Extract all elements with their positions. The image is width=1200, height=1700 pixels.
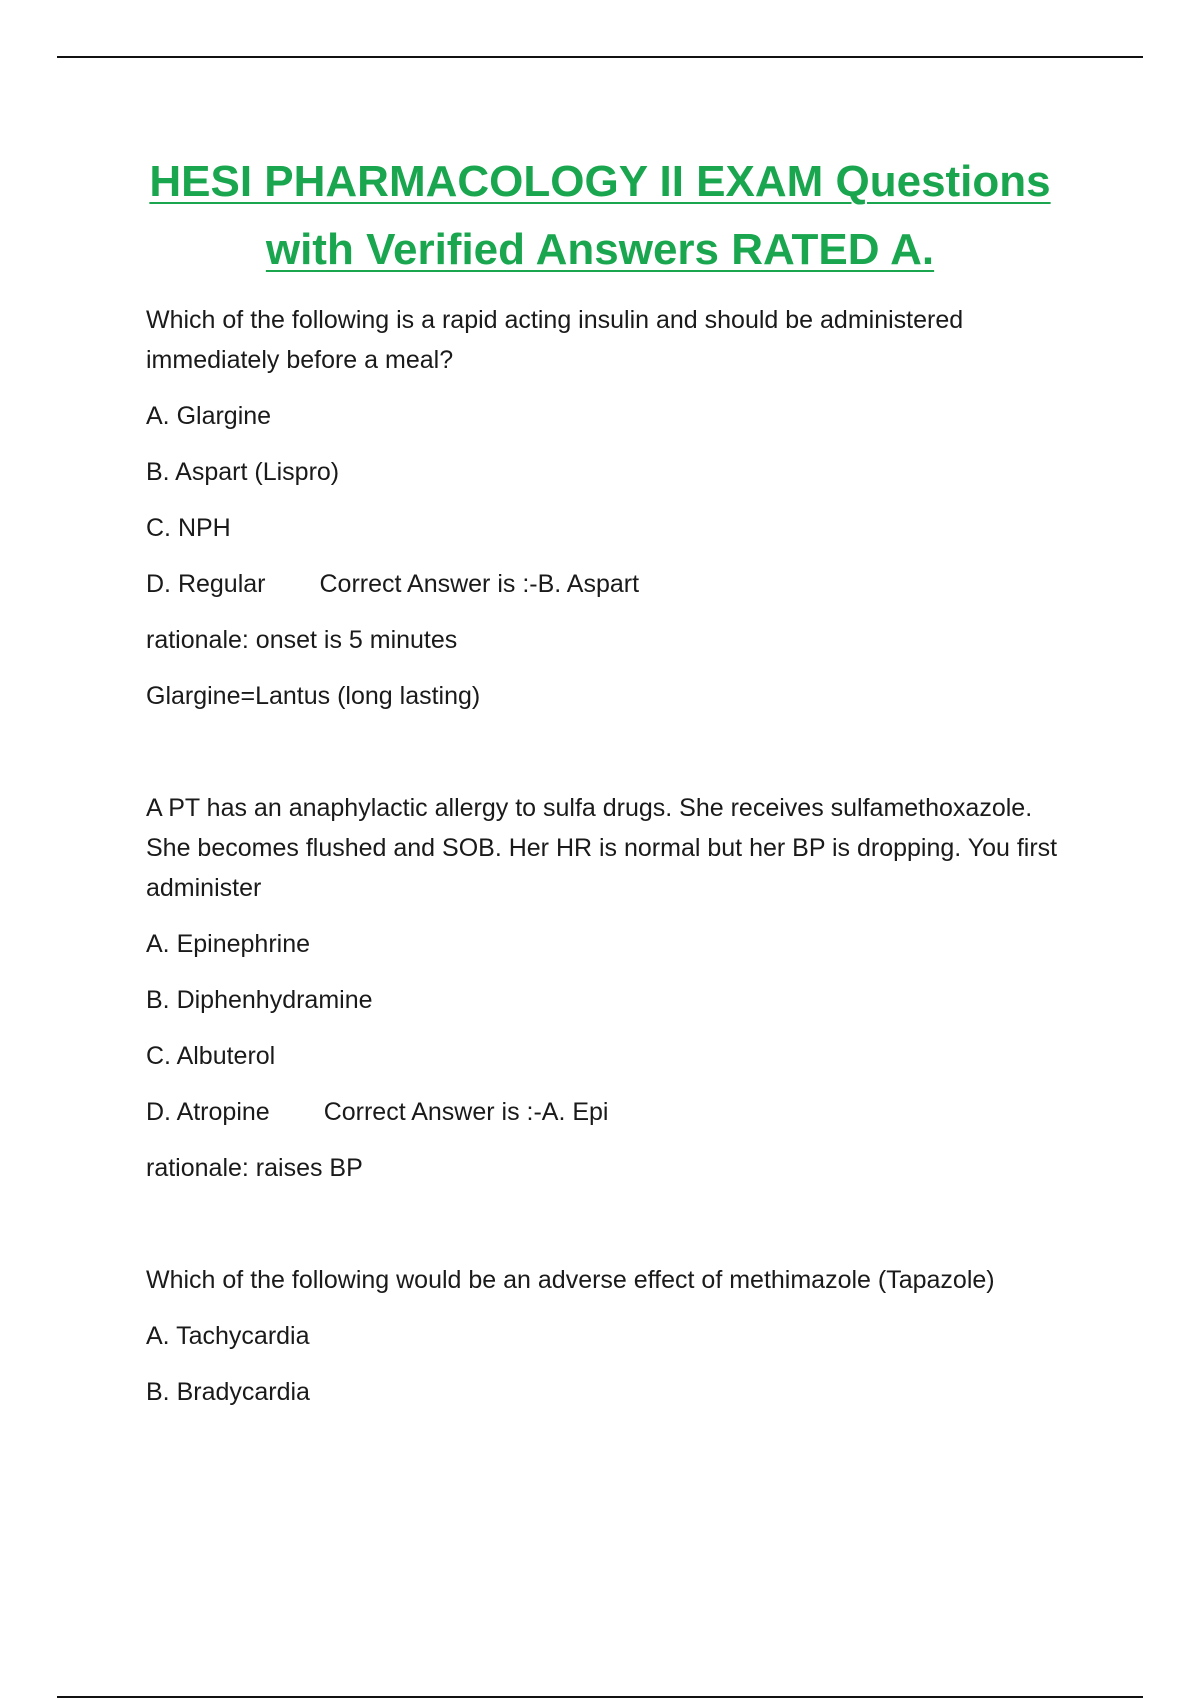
option-c: C. Albuterol: [146, 1042, 276, 1070]
option-b: B. Bradycardia: [146, 1378, 310, 1406]
rationale: rationale: onset is 5 minutes: [146, 626, 458, 654]
top-rule: [57, 56, 1143, 58]
question-stem: A PT has an anaphylactic allergy to sulfa drugs. She receives sulfamethoxazole. She becomes flushed and SOB. Her HR is normal but her BP is dropping. You first administer: [146, 794, 1058, 902]
option-b: B. Diphenhydramine: [146, 986, 373, 1014]
option-c: C. NPH: [146, 514, 231, 542]
correct-answer: Correct Answer is :-A. Epi: [323, 1098, 609, 1126]
question-stem: Which of the following is a rapid acting insulin and should be administered immediately before a meal?: [146, 306, 964, 374]
option-b: B. Aspart (Lispro): [146, 458, 340, 486]
option-d-line: [146, 1092, 1076, 1132]
option-d-line: [146, 564, 1076, 604]
question-block-3: [146, 1260, 1076, 1412]
option-d: D. Atropine: [146, 1098, 270, 1126]
question-block-2: [146, 788, 1076, 1188]
note: Glargine=Lantus (long lasting): [146, 682, 481, 710]
option-a: A. Glargine: [146, 402, 272, 430]
document-body: [146, 300, 1076, 1428]
rationale: rationale: raises BP: [146, 1154, 363, 1182]
title-line-2: with Verified Answers RATED A.: [265, 225, 935, 274]
spacer: [146, 1204, 1076, 1260]
bottom-rule: [57, 1696, 1143, 1698]
title-line-1: HESI PHARMACOLOGY II EXAM Questions: [149, 157, 1051, 206]
question-stem: Which of the following would be an adverse effect of methimazole (Tapazole): [146, 1266, 995, 1294]
option-a: A. Tachycardia: [146, 1322, 310, 1350]
option-d: D. Regular: [146, 570, 266, 598]
correct-answer: Correct Answer is :-B. Aspart: [319, 570, 640, 598]
option-a: A. Epinephrine: [146, 930, 311, 958]
spacer: [146, 732, 1076, 788]
question-block-1: [146, 300, 1076, 716]
document-title: [60, 148, 1140, 284]
